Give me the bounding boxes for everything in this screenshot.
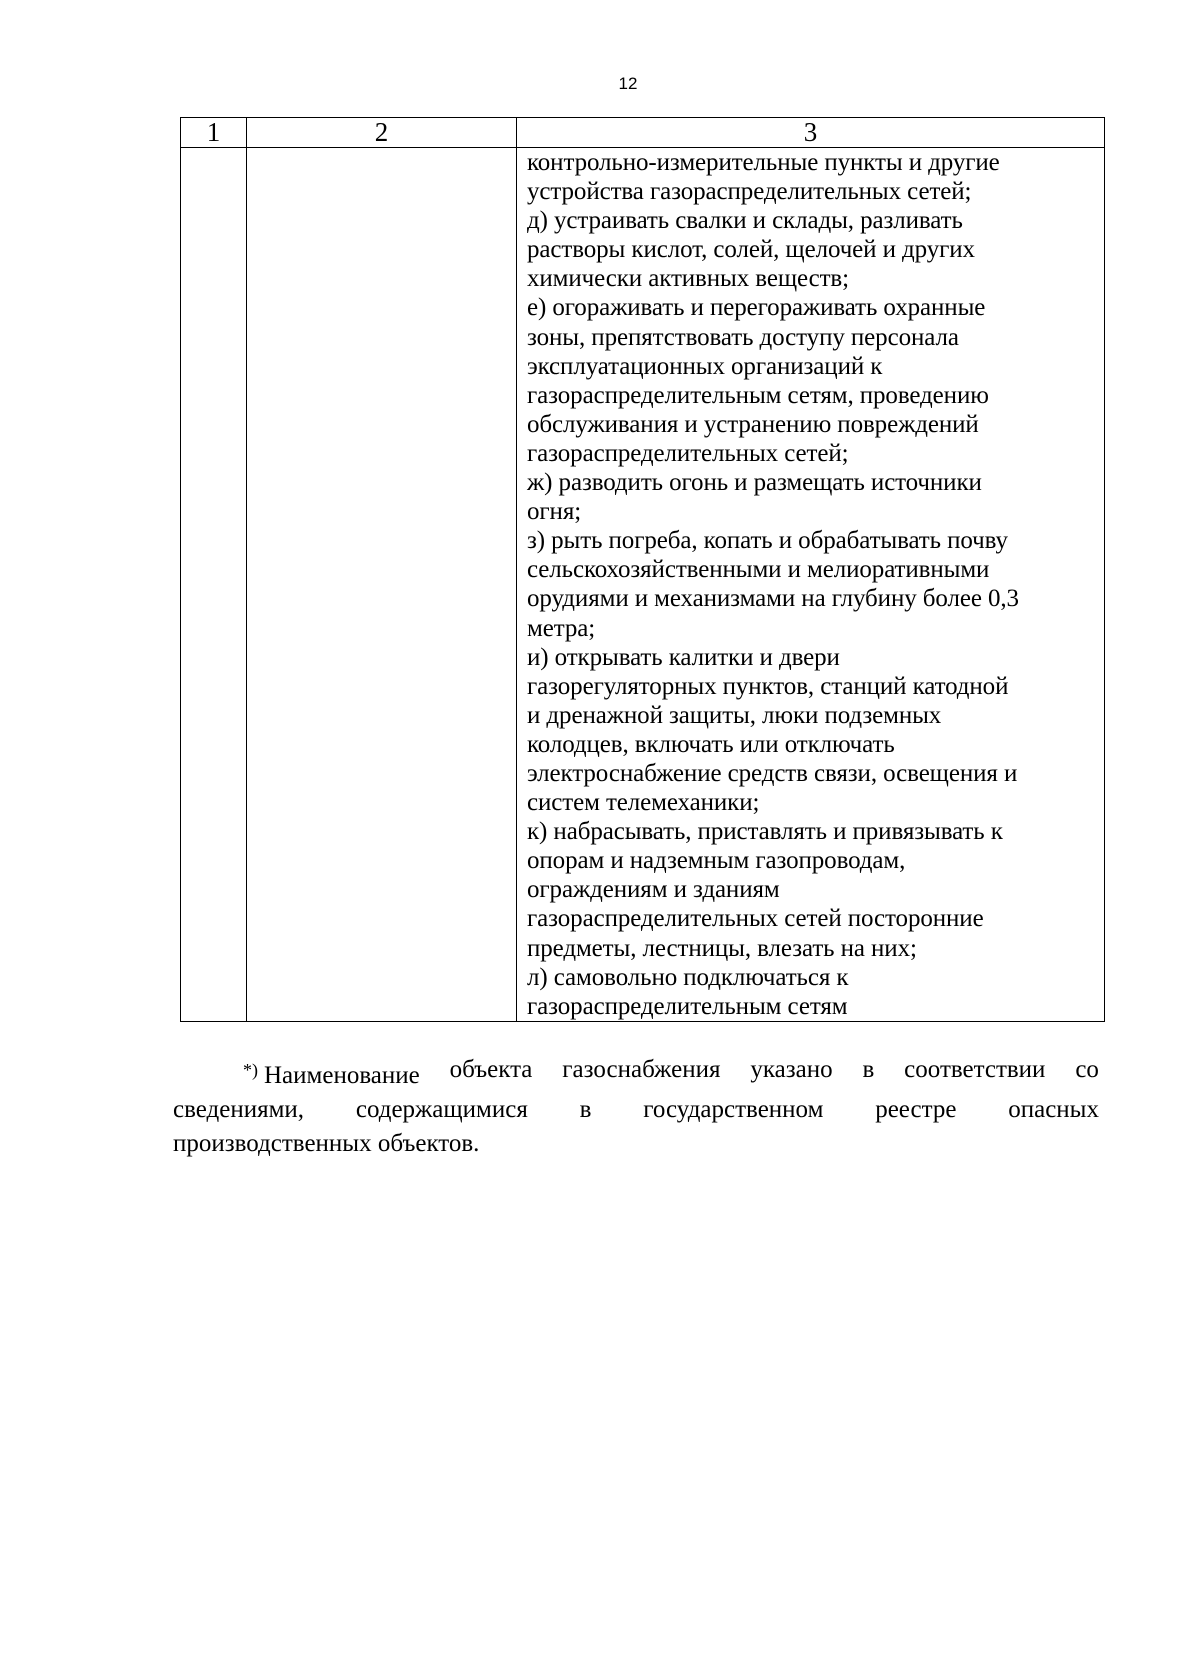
table-header-row [181,118,1105,148]
text-line: к) набрасывать, приставлять и привязывать к [527,818,1003,846]
page-number: 12 [618,74,638,93]
footnote-word: указано [750,1056,833,1083]
text-line: колодцев, включать или отключать [527,730,895,758]
footnote-word: в [862,1056,875,1083]
footnote-line-3: производственных объектов. [173,1130,480,1157]
text-line: контрольно-измерительные пункты и другие [527,149,1000,176]
footnote-marker: *) [243,1060,258,1080]
footnote-word: государственном [643,1096,824,1123]
footnote-line-2 [173,1093,1099,1127]
text-line: эксплуатационных организаций к [527,352,883,380]
footnote-word: газоснабжения [562,1056,721,1083]
text-line: электроснабжение средств связи, освещения и [527,759,1018,787]
footnote-word: реестре [875,1096,957,1123]
text-line: обслуживания и устранению повреждений [527,410,979,438]
footnote-line-1 [173,1053,1099,1093]
text-line: ограждениям и зданиям [527,876,780,904]
footnote-word: содержащимися [355,1096,528,1123]
footnote-word: объекта [449,1056,533,1083]
text-line: д) устраивать свалки и склады, разливать [527,207,963,235]
text-line: и) открывать калитки и двери [527,643,840,671]
text-line: сельскохозяйственными и мелиоративными [527,556,990,584]
table-cell-col2 [247,148,517,1022]
footnote-word: соответствии [904,1056,1046,1083]
text-line: газораспределительным сетям, проведению [527,381,989,409]
text-line: ж) разводить огонь и размещать источники [527,469,982,497]
text-line: е) огораживать и перегораживать охранные [527,294,986,322]
table-row [181,148,1105,1022]
text-line: орудиями и механизмами на глубину более 0,3 [527,585,1019,613]
text-line: газораспределительным сетям [527,992,848,1020]
text-line: зоны, препятствовать доступу персонала [527,323,959,351]
text-line: опорам и надземным газопроводам, [527,847,906,875]
text-line: огня; [527,498,582,526]
footnote-word: опасных [1008,1096,1099,1123]
restrictions-text [517,148,1104,1021]
footnote-word: сведениями, [173,1096,305,1123]
text-line: газорегуляторных пунктов, станций катодной [527,672,1009,700]
footnote-word: *) Наименование [243,1060,420,1089]
text-line: химически активных веществ; [527,265,849,293]
table-cell-col1 [181,148,247,1022]
column-header-1: 1 [181,118,247,148]
footnote-word: со [1075,1056,1099,1083]
footnote-word: в [579,1096,592,1123]
text-line: предметы, лестницы, влезать на них; [527,934,917,962]
text-line: л) самовольно подключаться к [527,963,849,991]
text-line: и дренажной защиты, люки подземных [527,701,942,729]
text-line: устройства газораспределительных сетей; [527,178,972,206]
table-cell-col3 [517,148,1105,1022]
footnote [173,1053,1099,1161]
text-line: з) рыть погреба, копать и обрабатывать почву [527,527,1008,555]
text-line: растворы кислот, солей, щелочей и других [527,236,975,264]
text-line: метра; [527,614,596,642]
requirements-table [180,117,1105,1022]
column-header-2: 2 [247,118,517,148]
text-line: газораспределительных сетей; [527,439,849,467]
column-header-3: 3 [517,118,1105,148]
text-line: газораспределительных сетей посторонние [527,905,984,933]
text-line: систем телемеханики; [527,789,760,817]
